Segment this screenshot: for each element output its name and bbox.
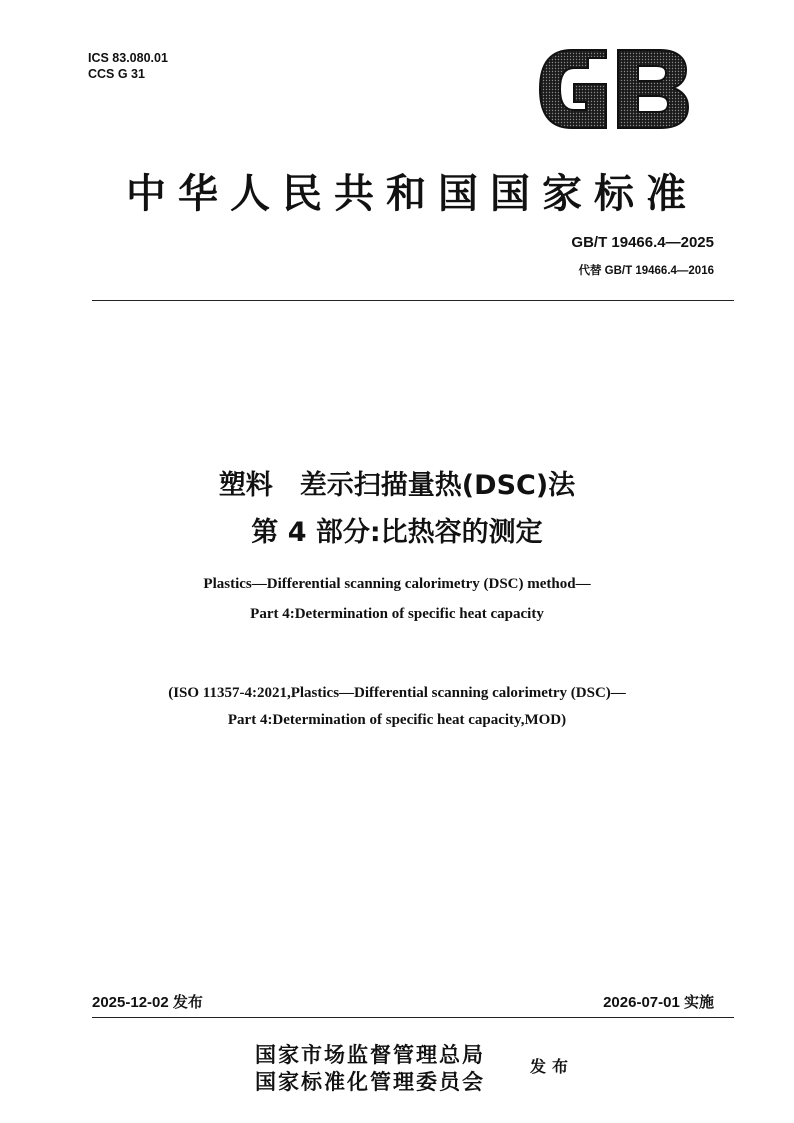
chinese-title-line-1: 塑料 差示扫描量热(DSC)法: [218, 470, 576, 501]
issuer-line-1: 国家市场监督管理总局: [255, 1042, 485, 1067]
publish-label: 发布: [530, 1057, 575, 1076]
gb-logo: [536, 46, 690, 132]
english-title-line-2: Part 4:Determination of specific heat capacity: [250, 606, 544, 622]
issuer-line-2: 国家标准化管理委员会: [255, 1069, 485, 1094]
issue-date: 2025-12-02 发布: [92, 994, 203, 1011]
national-standard-heading: 中华人民共和国国家标准: [126, 170, 698, 217]
implementation-date: 2026-07-01 实施: [603, 994, 714, 1011]
standard-number: GB/T 19466.4—2025: [571, 234, 714, 251]
ics-code: ICS 83.080.01: [88, 51, 168, 65]
english-title-line-1: Plastics—Differential scanning calorimetry (DSC) method—: [203, 576, 591, 592]
top-divider: [92, 300, 734, 301]
iso-reference-line-2: Part 4:Determination of specific heat capacity,MOD): [227, 712, 567, 728]
ccs-code: CCS G 31: [88, 67, 145, 81]
iso-reference-line-1: (ISO 11357-4:2021,Plastics—Differential scanning calorimetry (DSC)—: [168, 685, 626, 701]
replaces-standard: 代替 GB/T 19466.4—2016: [578, 265, 714, 277]
bottom-divider: [92, 1017, 734, 1018]
chinese-title-line-2: 第 4 部分:比热容的测定: [251, 517, 543, 548]
classification-codes: [88, 50, 168, 82]
